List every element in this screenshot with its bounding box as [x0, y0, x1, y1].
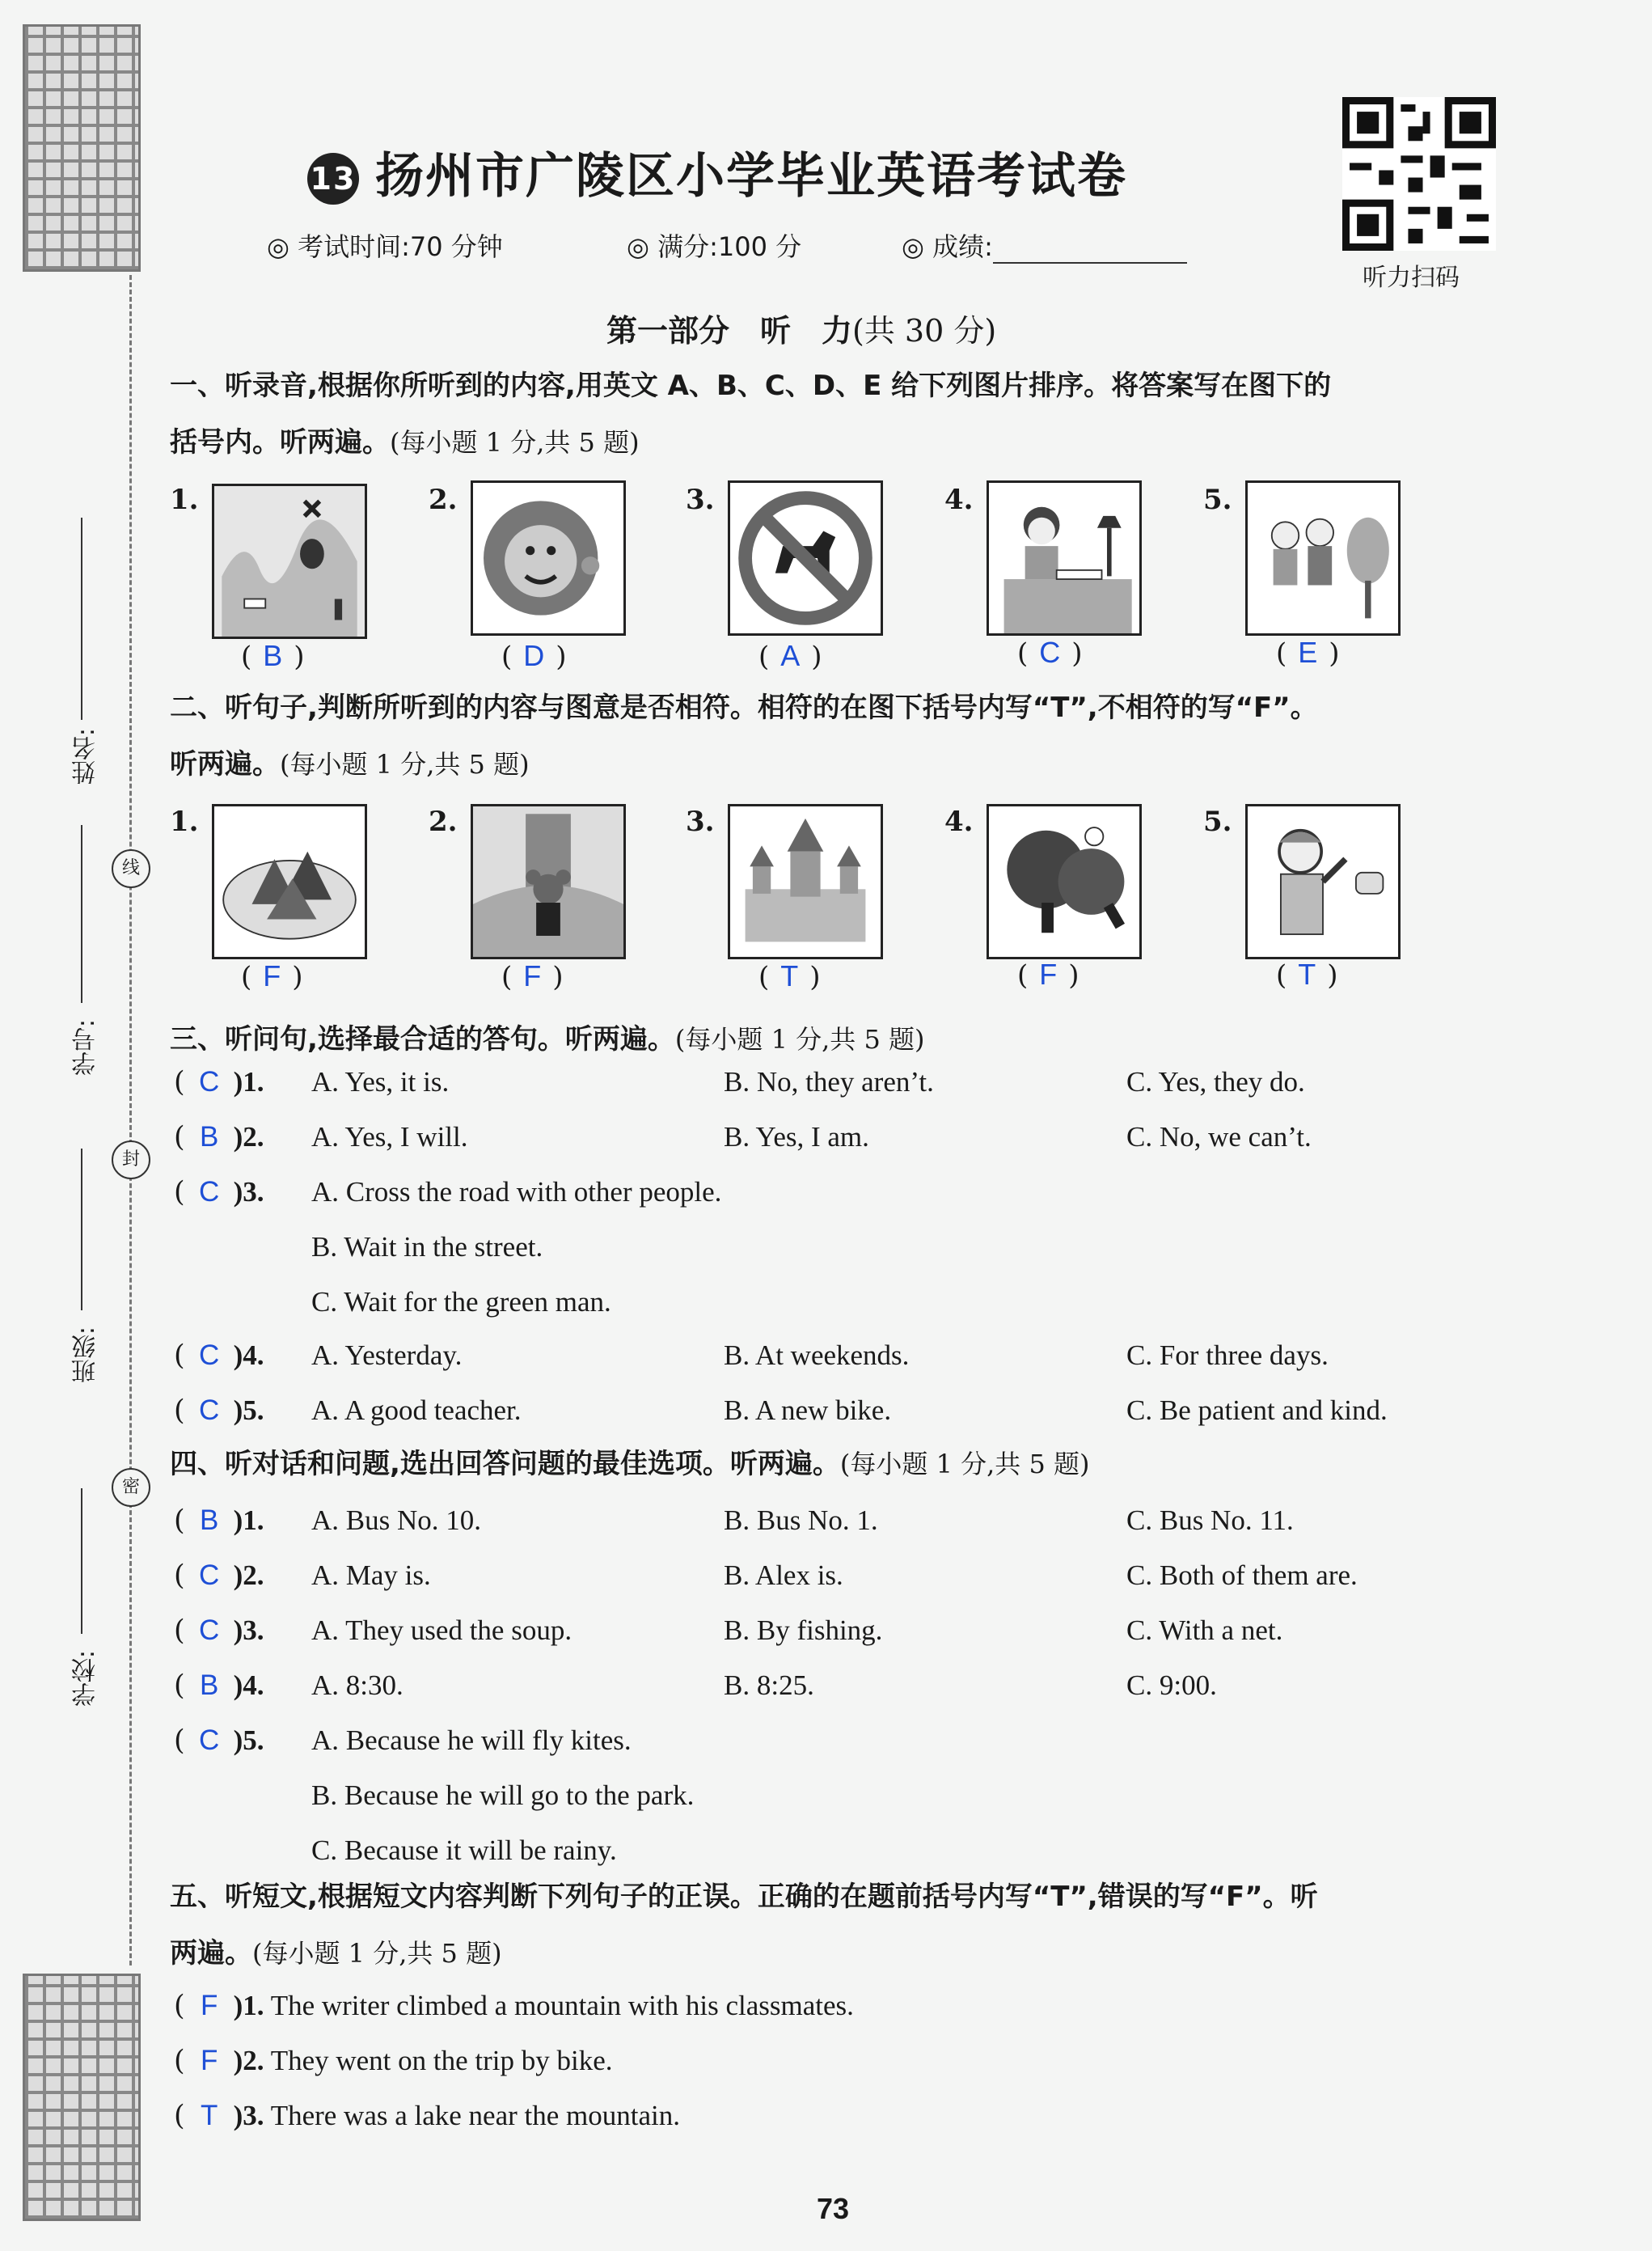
student-id-label: 学号:: [72, 1019, 100, 1077]
name-label: 姓名:: [72, 728, 100, 785]
boy-waving-icon: [1248, 806, 1398, 957]
s3-option-b: B. Wait in the street.: [311, 1231, 543, 1263]
s2-picture-mouse: [471, 804, 626, 959]
s4-question-1: ( B )1.: [174, 1504, 264, 1537]
class-label: 班级:: [72, 1326, 100, 1384]
s2-answer-paren: ( F ): [1017, 958, 1080, 992]
s5-question-1: ( F )1. The writer climbed a mountain with his classmates.: [174, 1990, 854, 2022]
id-blank-line: [81, 825, 82, 1003]
name-blank-line: [81, 518, 82, 720]
s1-answer[interactable]: D: [523, 639, 545, 672]
s3-answer[interactable]: B: [199, 1121, 219, 1153]
s1-answer[interactable]: A: [780, 639, 801, 672]
s4-option-b: B. Because he will go to the park.: [311, 1779, 695, 1811]
s5-qnum: )1.: [233, 1990, 264, 2021]
s1-answer-paren: ( E ): [1276, 636, 1340, 670]
s1-answer[interactable]: B: [263, 639, 283, 672]
s5-qnum: )2.: [233, 2045, 264, 2076]
rice-dumplings-icon: [214, 806, 365, 957]
section1-instruction-line2: 括号内。听两遍。: [170, 426, 390, 459]
s5-statement: They went on the trip by bike.: [270, 2045, 613, 2076]
s1-item-num: 3.: [686, 484, 715, 516]
s3-option-c: C. Be patient and kind.: [1126, 1394, 1388, 1426]
s4-option-c: C. Because it will be rainy.: [311, 1834, 617, 1866]
s1-answer-paren: ( D ): [501, 639, 567, 673]
result-blank[interactable]: [993, 239, 1187, 264]
s2-item-num: 2.: [429, 806, 458, 838]
s3-answer[interactable]: C: [199, 1066, 220, 1098]
result-label: ◎ 成绩:: [902, 231, 993, 262]
s4-option-b: B. Bus No. 1.: [724, 1504, 878, 1536]
s1-answer-paren: ( A ): [758, 639, 822, 673]
s2-answer[interactable]: T: [780, 959, 799, 992]
s4-option-c: C. With a net.: [1126, 1614, 1283, 1646]
s1-item-num: 5.: [1203, 484, 1232, 516]
s2-item-num: 4.: [944, 806, 974, 838]
exam-time: ◎ 考试时间:70 分钟: [267, 231, 503, 262]
section2-instruction: [170, 679, 1528, 793]
s4-qnum: )3.: [233, 1614, 264, 1646]
s3-question-5: ( C )5.: [174, 1394, 264, 1427]
s2-answer[interactable]: F: [1039, 958, 1058, 991]
s2-answer-paren: ( F ): [501, 959, 564, 993]
s3-qnum: )5.: [233, 1394, 264, 1426]
section5-instruction: [170, 1868, 1528, 1982]
s5-statement: The writer climbed a mountain with his classmates.: [270, 1990, 854, 2021]
castle-icon: [730, 806, 881, 957]
class-blank-line: [81, 1149, 82, 1310]
s1-answer[interactable]: E: [1298, 636, 1318, 669]
s2-picture-castle: [728, 804, 883, 959]
section4-note: (每小题 1 分,共 5 题): [839, 1449, 1090, 1479]
s3-question-3: ( C )3.: [174, 1176, 264, 1208]
section2-note: (每小题 1 分,共 5 题): [280, 749, 530, 780]
s4-option-b: B. Alex is.: [724, 1559, 843, 1591]
s4-qnum: )2.: [233, 1559, 264, 1591]
s1-item-num: 4.: [944, 484, 974, 516]
s4-option-a: A. Because he will fly kites.: [311, 1724, 632, 1756]
s1-picture-no-dogs: [728, 480, 883, 636]
seal-line-mark: 线: [112, 849, 150, 888]
s4-answer[interactable]: B: [199, 1669, 219, 1701]
s3-option-b: B. At weekends.: [724, 1339, 910, 1371]
s4-option-a: A. 8:30.: [311, 1669, 403, 1701]
s3-option-a: A. Yes, I will.: [311, 1121, 468, 1153]
s4-option-a: A. They used the soup.: [311, 1614, 572, 1646]
s2-picture-dumplings: [212, 804, 367, 959]
s2-answer-paren: ( F ): [241, 959, 303, 993]
s1-picture-girl: [987, 480, 1142, 636]
s4-answer[interactable]: C: [199, 1724, 220, 1756]
qr-code-icon: [1342, 97, 1496, 251]
s4-question-5: ( C )5.: [174, 1724, 264, 1757]
s3-option-a: A. A good teacher.: [311, 1394, 522, 1426]
s3-answer[interactable]: C: [199, 1394, 220, 1426]
s5-statement: There was a lake near the mountain.: [270, 2100, 680, 2131]
s2-answer[interactable]: T: [1298, 958, 1316, 991]
s2-item-num: 3.: [686, 806, 715, 838]
s1-item-num: 2.: [429, 484, 458, 516]
mouse-at-bridge-icon: [473, 806, 623, 957]
section3-note: (每小题 1 分,共 5 题): [674, 1024, 925, 1055]
s4-option-c: C. Both of them are.: [1126, 1559, 1358, 1591]
s2-answer[interactable]: F: [263, 959, 281, 992]
s5-answer[interactable]: F: [200, 1990, 218, 2021]
school-blank-line: [81, 1488, 82, 1634]
section1-note: (每小题 1 分,共 5 题): [390, 427, 640, 458]
s4-option-b: B. By fishing.: [724, 1614, 883, 1646]
exam-number-badge: 13: [307, 153, 359, 205]
s4-question-3: ( C )3.: [174, 1614, 264, 1647]
s2-item-num: 1.: [170, 806, 199, 838]
section5-instruction-line1: 五、听短文,根据短文内容判断下列句子的正误。正确的在题前括号内写“T”,错误的写“F”。听: [170, 1881, 1318, 1913]
seal-secret-mark: 密: [112, 1468, 150, 1507]
decorative-border-top: [23, 24, 141, 272]
qr-label: 听力扫码: [1363, 264, 1460, 292]
s4-option-c: C. Bus No. 11.: [1126, 1504, 1294, 1536]
s4-qnum: )4.: [233, 1669, 264, 1701]
s3-option-b: B. A new bike.: [724, 1394, 892, 1426]
s4-answer[interactable]: C: [199, 1559, 220, 1591]
s3-answer[interactable]: C: [199, 1176, 220, 1208]
s2-picture-boy: [1245, 804, 1401, 959]
exam-title: [307, 138, 1127, 207]
s5-qnum: )3.: [233, 2100, 264, 2131]
page-number: 73: [817, 2192, 850, 2225]
section2-instruction-line1: 二、听句子,判断所听到的内容与图意是否相符。相符的在图下括号内写“T”,不相符的写“F”。: [170, 692, 1318, 724]
s3-question-2: ( B )2.: [174, 1121, 264, 1153]
s5-question-3: ( T )3. There was a lake near the mountain.: [174, 2100, 680, 2132]
binding-dashed-line: [129, 275, 132, 1965]
s3-qnum: )1.: [233, 1066, 264, 1098]
s4-option-a: A. Bus No. 10.: [311, 1504, 482, 1536]
s1-answer-paren: ( C ): [1017, 636, 1083, 670]
s1-picture-children: [1245, 480, 1401, 636]
s3-question-4: ( C )4.: [174, 1339, 264, 1372]
section1-instruction: [170, 358, 1528, 471]
decorative-border-bottom: [23, 1974, 141, 2221]
s1-answer-paren: ( B ): [241, 639, 305, 673]
s3-option-c: C. No, we can’t.: [1126, 1121, 1312, 1153]
section4-instruction-text: 四、听对话和问题,选出回答问题的最佳选项。听两遍。: [170, 1448, 840, 1480]
section3-instruction-text: 三、听问句,选择最合适的答句。听两遍。: [170, 1023, 675, 1056]
s1-picture-litter: [212, 484, 367, 639]
s3-option-c: C. Yes, they do.: [1126, 1066, 1305, 1098]
school-label: 学校:: [72, 1650, 100, 1707]
s4-option-c: C. 9:00.: [1126, 1669, 1217, 1701]
seal-seal-mark: 封: [112, 1140, 150, 1179]
litter-scene-icon: [214, 486, 365, 637]
section1-instruction-line1: 一、听录音,根据你所听到的内容,用英文 A、B、C、D、E 给下列图片排序。将答案写在图下的: [170, 370, 1332, 402]
s4-qnum: )5.: [233, 1724, 264, 1756]
s3-option-c: C. Wait for the green man.: [311, 1286, 611, 1318]
s4-option-b: B. 8:25.: [724, 1669, 814, 1701]
part1-points: (共 30 分): [852, 313, 997, 349]
s3-option-c: C. For three days.: [1126, 1339, 1329, 1371]
exam-title-text: 扬州市广陵区小学毕业英语考试卷: [375, 148, 1127, 205]
s5-answer[interactable]: F: [200, 2045, 218, 2076]
s4-qnum: )1.: [233, 1504, 264, 1536]
s4-answer[interactable]: B: [199, 1504, 219, 1536]
s4-question-2: ( C )2.: [174, 1559, 264, 1592]
s2-answer[interactable]: F: [523, 959, 542, 992]
section5-note: (每小题 1 分,共 5 题): [252, 1938, 502, 1969]
s1-answer[interactable]: C: [1039, 636, 1061, 669]
s3-option-a: A. Yes, it is.: [311, 1066, 450, 1098]
s3-qnum: )2.: [233, 1121, 264, 1153]
part1-title: [606, 306, 996, 350]
children-walking-icon: [1248, 483, 1398, 633]
s3-option-b: B. No, they aren’t.: [724, 1066, 934, 1098]
s3-answer[interactable]: C: [199, 1339, 220, 1371]
s3-question-1: ( C )1.: [174, 1066, 264, 1098]
qr-code[interactable]: [1342, 97, 1496, 251]
full-score: ◎ 满分:100 分: [627, 231, 802, 262]
s2-answer-paren: ( T ): [1276, 958, 1338, 992]
no-dogs-sign-icon: [730, 483, 881, 633]
s2-picture-pingpong: [987, 804, 1142, 959]
s3-option-a: A. Yesterday.: [311, 1339, 463, 1371]
s3-option-a: A. Cross the road with other people.: [311, 1176, 722, 1208]
section4-instruction: [170, 1436, 1528, 1492]
section5-instruction-line2: 两遍。: [170, 1937, 252, 1970]
s2-item-num: 5.: [1203, 806, 1232, 838]
s3-qnum: )4.: [233, 1339, 264, 1371]
part1-title-text: 第一部分 听 力: [606, 313, 853, 349]
s3-qnum: )3.: [233, 1176, 264, 1208]
s5-answer[interactable]: T: [200, 2100, 218, 2131]
s4-answer[interactable]: C: [199, 1614, 220, 1646]
s4-option-a: A. May is.: [311, 1559, 431, 1591]
result-field: [902, 226, 1187, 264]
section3-instruction: [170, 1011, 1528, 1068]
s2-answer-paren: ( T ): [758, 959, 821, 993]
s3-option-b: B. Yes, I am.: [724, 1121, 869, 1153]
s1-picture-lion: [471, 480, 626, 636]
ping-pong-paddles-icon: [989, 806, 1139, 957]
s5-question-2: ( F )2. They went on the trip by bike.: [174, 2045, 613, 2077]
s4-question-4: ( B )4.: [174, 1669, 264, 1702]
lion-icon: [473, 483, 623, 633]
girl-studying-icon: [989, 483, 1139, 633]
s1-item-num: 1.: [170, 484, 199, 516]
section2-instruction-line2: 听两遍。: [170, 748, 280, 781]
